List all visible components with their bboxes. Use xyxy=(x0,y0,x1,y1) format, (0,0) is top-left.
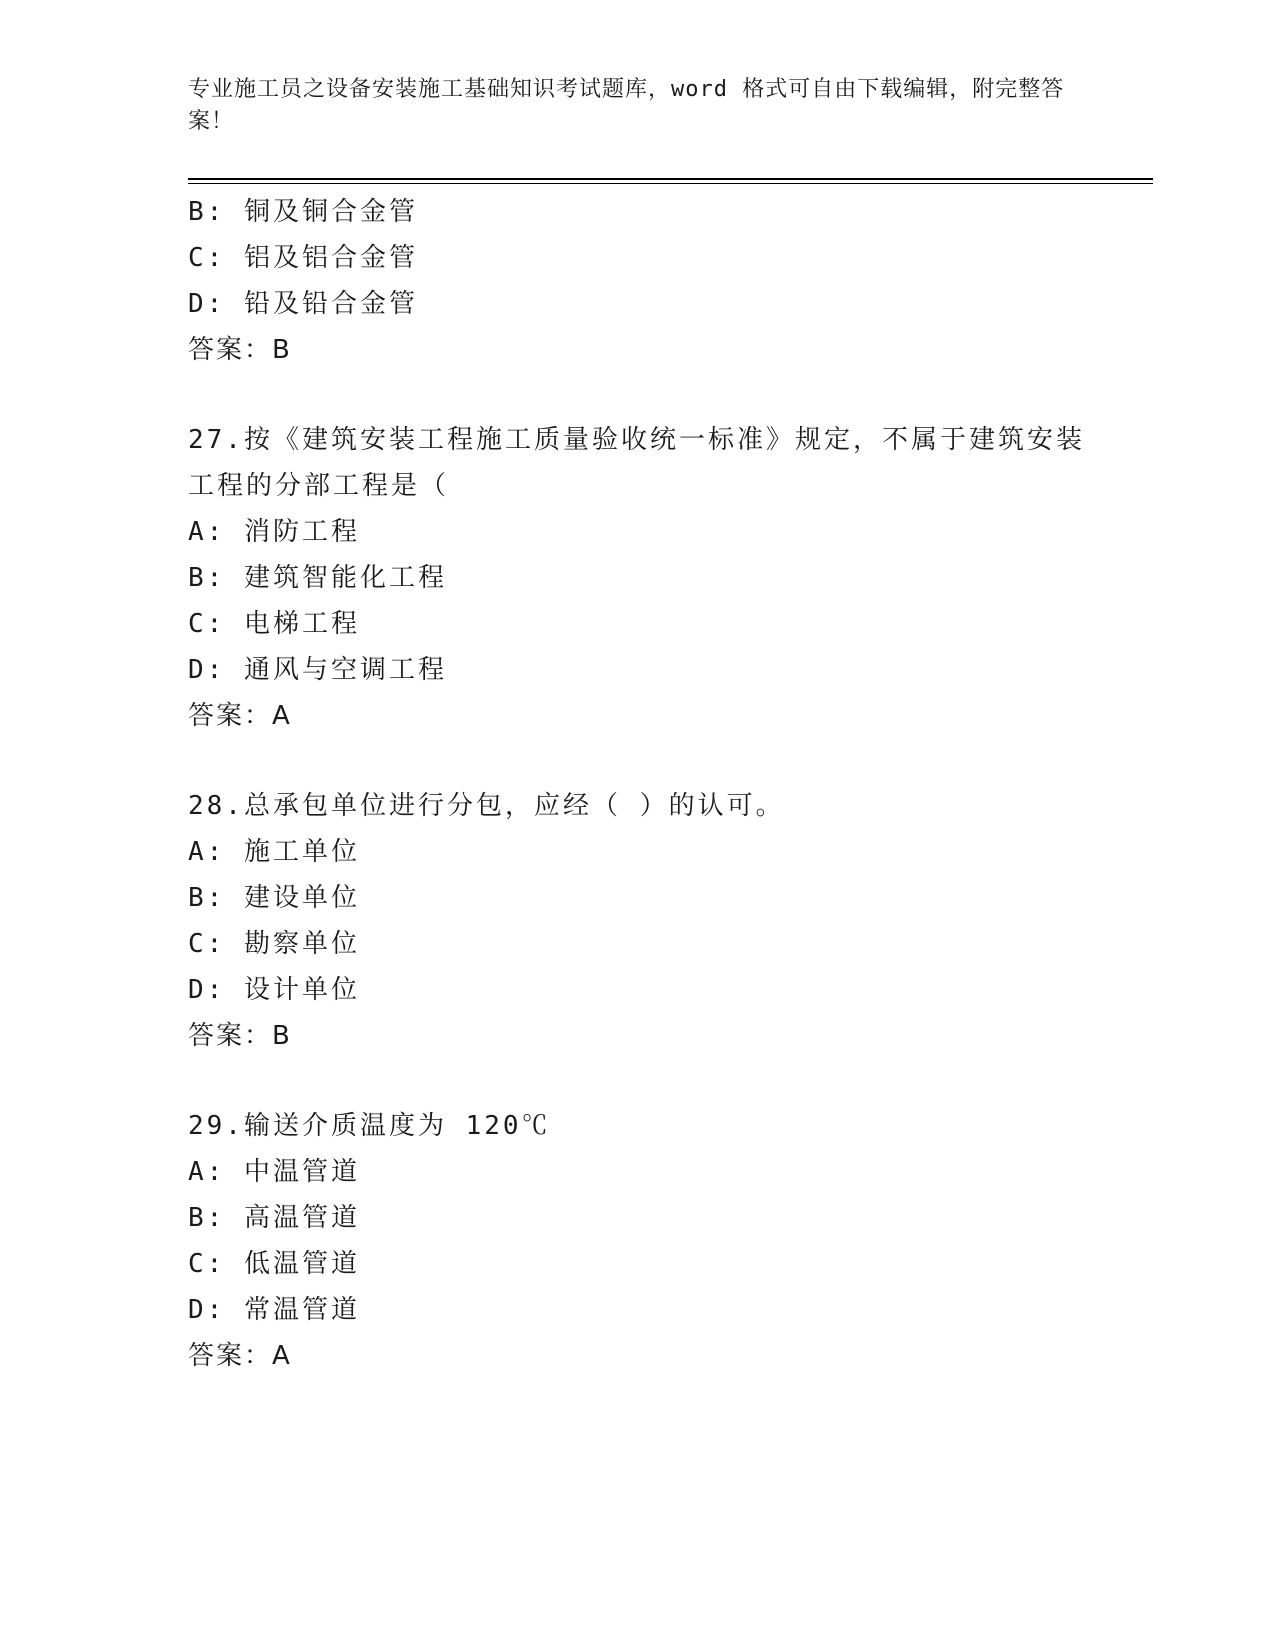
header-divider xyxy=(188,178,1153,180)
option-a: A: 施工单位 xyxy=(188,837,360,867)
option-c: C: 勘察单位 xyxy=(188,929,360,959)
document-header: 专业施工员之设备安装施工基础知识考试题库，word 格式可自由下载编辑，附完整答案！ xyxy=(188,77,1065,134)
question-27 xyxy=(188,417,1088,739)
answer-line: 答案：A xyxy=(188,701,292,731)
answer-line: 答案：B xyxy=(188,335,292,365)
question-stem: 28.总承包单位进行分包，应经（ ）的认可。 xyxy=(188,791,785,821)
option-d: D: 设计单位 xyxy=(188,975,360,1005)
header-divider-thin xyxy=(188,183,1153,184)
option-a: A: 中温管道 xyxy=(188,1157,360,1187)
option-a: A: 消防工程 xyxy=(188,517,360,547)
option-d: D: 通风与空调工程 xyxy=(188,655,447,685)
question-stem: 29.输送介质温度为 120℃ xyxy=(188,1111,551,1141)
answer-line: 答案：B xyxy=(188,1021,292,1051)
option-b: B: 高温管道 xyxy=(188,1203,360,1233)
question-list xyxy=(188,189,1088,1379)
option-d: D: 常温管道 xyxy=(188,1295,360,1325)
option-d: D: 铅及铅合金管 xyxy=(188,289,418,319)
question-28 xyxy=(188,783,1088,1059)
option-c: C: 电梯工程 xyxy=(188,609,360,639)
question-stem: 工程的分部工程是（ xyxy=(188,471,450,501)
answer-line: 答案：A xyxy=(188,1341,292,1371)
option-c: C: 铝及铝合金管 xyxy=(188,243,418,273)
question-stem: 27.按《建筑安装工程施工质量验收统一标准》规定，不属于建筑安装 xyxy=(188,425,1085,455)
option-b: B: 建筑智能化工程 xyxy=(188,563,447,593)
option-c: C: 低温管道 xyxy=(188,1249,360,1279)
question-29 xyxy=(188,1103,1088,1379)
option-b: B: 铜及铜合金管 xyxy=(188,197,418,227)
question-fragment xyxy=(188,189,1088,373)
option-b: B: 建设单位 xyxy=(188,883,360,913)
